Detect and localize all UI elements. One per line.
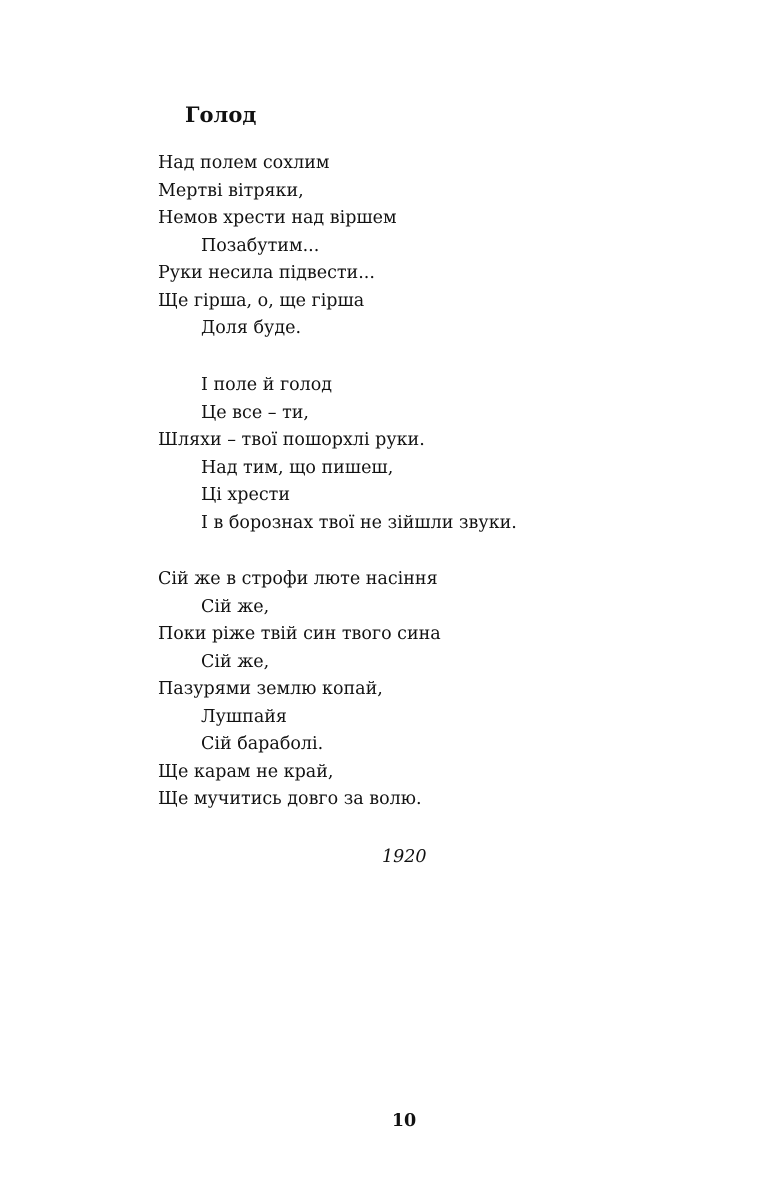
poem-line: Ще гірша, о, ще гірша bbox=[158, 290, 365, 311]
poem-date: 1920 bbox=[382, 847, 427, 867]
poem-line: Руки несила підвести... bbox=[158, 263, 375, 283]
poem-line: І в борознах твої не зійшли звуки. bbox=[201, 512, 517, 533]
stanza-1 bbox=[158, 150, 397, 343]
poem-line: Сій бараболі. bbox=[201, 734, 324, 754]
page-number: 10 bbox=[391, 1111, 417, 1131]
poem-line: Мертві вітряки, bbox=[158, 180, 304, 201]
poem-line: Сій же, bbox=[201, 596, 270, 617]
poem-line: І поле й голод bbox=[201, 375, 333, 395]
stanza-2 bbox=[158, 372, 517, 537]
poem-line: Сій же, bbox=[201, 651, 270, 672]
poem-line: Доля буде. bbox=[201, 318, 302, 338]
poem-line: Ще мучитись довго за волю. bbox=[158, 789, 422, 809]
poem-title: Голод bbox=[185, 102, 257, 127]
poem-line: Над полем сохлим bbox=[158, 153, 330, 173]
poem-line: Ці хрести bbox=[201, 485, 290, 505]
poem-line: Над тим, що пишеш, bbox=[201, 457, 394, 478]
poem-line: Лушпайя bbox=[201, 706, 287, 727]
poem-line: Немов хрести над віршем bbox=[158, 208, 397, 228]
poem-line: Поки ріже твій син твого сина bbox=[158, 624, 441, 644]
poem-line: Це все – ти, bbox=[201, 402, 309, 423]
poem-line: Пазурями землю копай, bbox=[158, 679, 383, 699]
poem-line: Шляхи – твої пошорхлі руки. bbox=[158, 430, 425, 450]
poem-line: Ще карам не край, bbox=[158, 761, 334, 782]
poem-line: Сій же в строфи люте насіння bbox=[158, 569, 438, 589]
stanza-3 bbox=[158, 566, 441, 814]
poem-line: Позабутим... bbox=[201, 235, 320, 256]
